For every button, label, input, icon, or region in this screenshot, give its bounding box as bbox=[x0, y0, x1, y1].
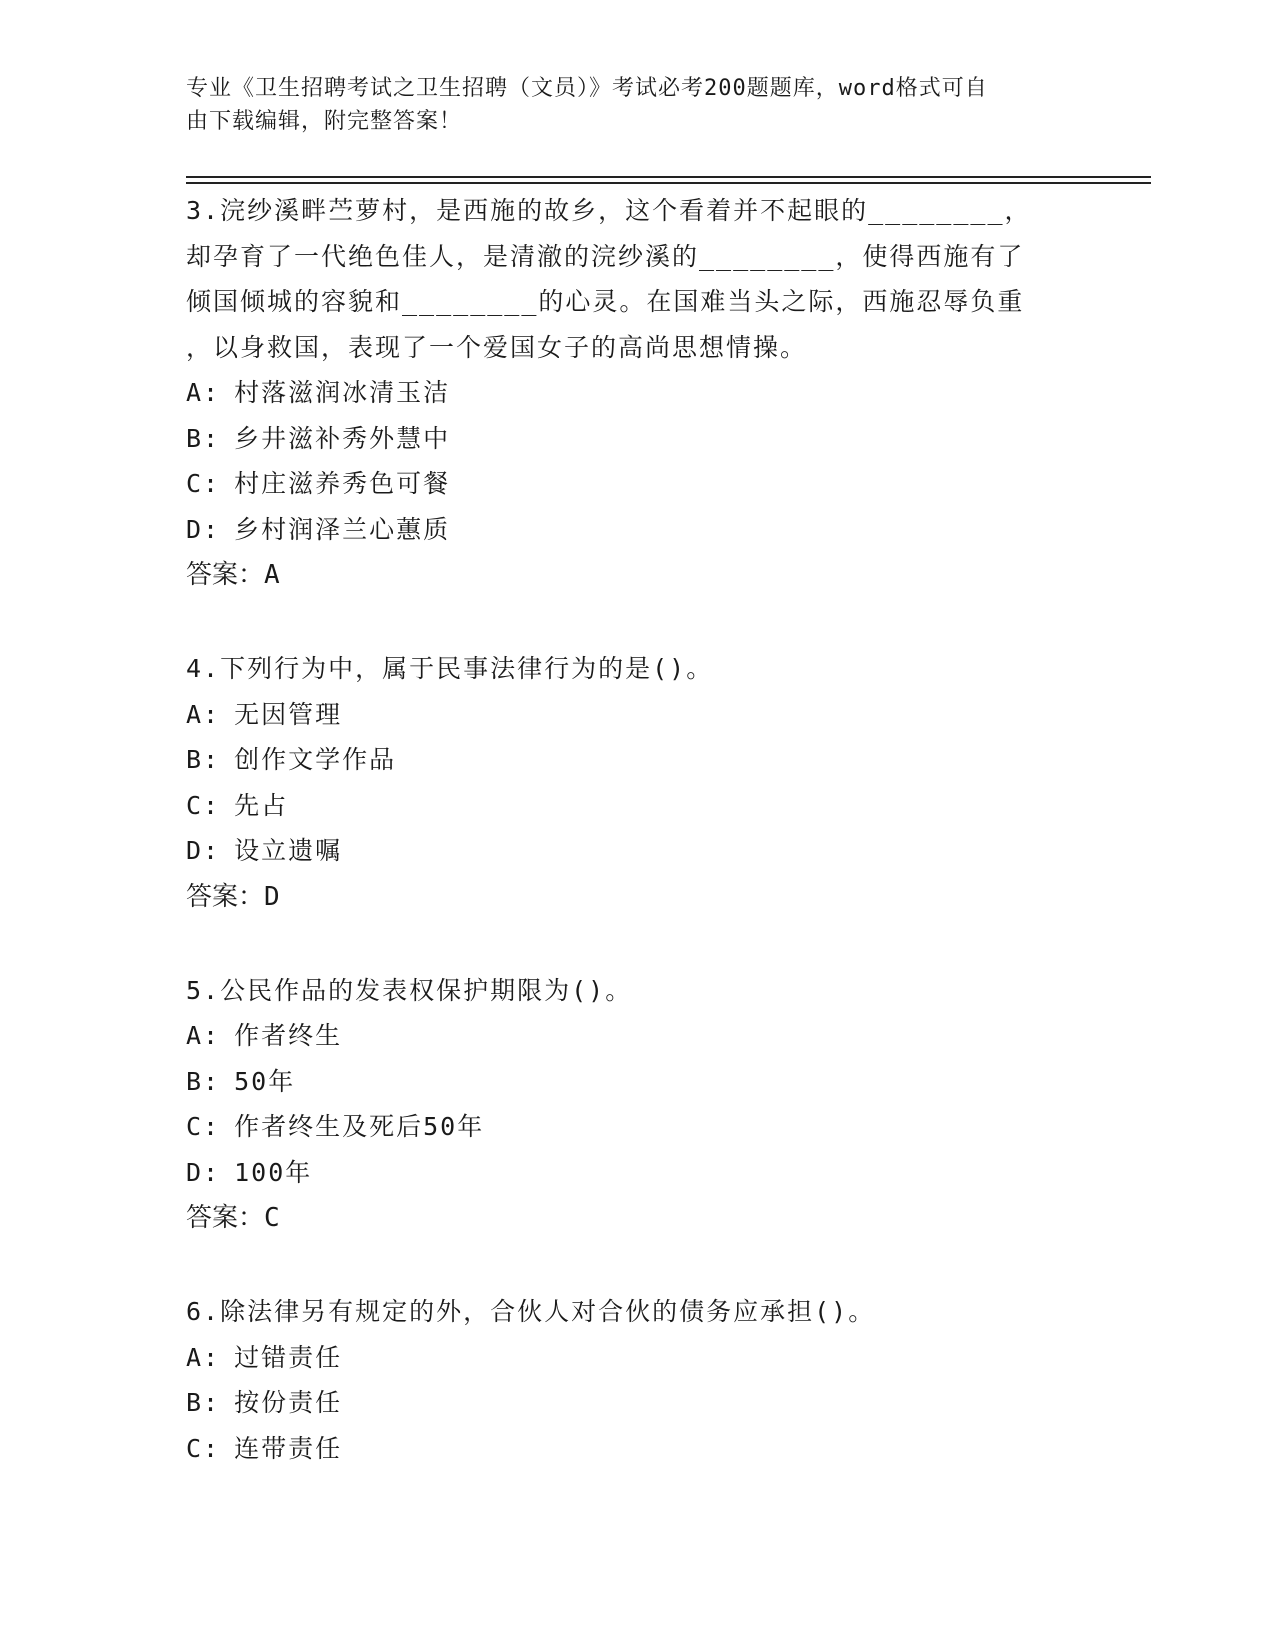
option-c bbox=[186, 783, 1086, 829]
header-line-2: 由下载编辑，附完整答案！ bbox=[186, 109, 463, 134]
option-letter: C: bbox=[186, 1433, 221, 1463]
option-letter: D: bbox=[186, 1157, 221, 1187]
option-letter: A: bbox=[186, 1342, 221, 1372]
option-text: 先占 bbox=[234, 790, 289, 820]
option-text: 按份责任 bbox=[234, 1388, 343, 1417]
option-text: 作者终生 bbox=[234, 1021, 343, 1050]
stem-line: 4.下列行为中，属于民事法律行为的是()。 bbox=[186, 654, 714, 683]
question-item bbox=[186, 1289, 1086, 1471]
option-c bbox=[186, 1104, 1086, 1150]
option-letter: C: bbox=[186, 1112, 221, 1141]
option-letter: D: bbox=[186, 514, 221, 544]
answer-value: C bbox=[264, 1203, 280, 1233]
option-b bbox=[186, 1059, 1086, 1105]
question-item bbox=[186, 188, 1086, 598]
option-text: 100年 bbox=[234, 1157, 313, 1187]
question-item bbox=[186, 968, 1086, 1242]
answer-label: 答案： bbox=[186, 881, 265, 912]
option-c bbox=[186, 1426, 1086, 1472]
question-item bbox=[186, 646, 1086, 920]
option-text: 过错责任 bbox=[234, 1342, 343, 1372]
option-text: 作者终生及死后50年 bbox=[234, 1112, 485, 1141]
option-a bbox=[186, 1013, 1086, 1059]
answer-line bbox=[186, 1195, 1086, 1241]
option-letter: C: bbox=[186, 469, 221, 498]
option-d bbox=[186, 507, 1086, 553]
option-a bbox=[186, 1335, 1086, 1381]
option-text: 连带责任 bbox=[234, 1433, 343, 1463]
option-d bbox=[186, 1150, 1086, 1196]
option-letter: B: bbox=[186, 423, 221, 453]
header-divider-top bbox=[186, 176, 1151, 178]
stem-line: 3.浣纱溪畔苎萝村，是西施的故乡，这个看着并不起眼的________， bbox=[186, 196, 1032, 225]
answer-value: D bbox=[264, 881, 280, 912]
option-letter: B: bbox=[186, 1066, 221, 1096]
answer-label: 答案： bbox=[186, 1203, 265, 1233]
question-list bbox=[186, 188, 1086, 1519]
question-stem bbox=[186, 968, 1086, 1014]
option-b bbox=[186, 737, 1086, 783]
option-letter: C: bbox=[186, 790, 221, 820]
option-c bbox=[186, 461, 1086, 507]
stem-line: 倾国倾城的容貌和________的心灵。在国难当头之际，西施忍辱负重 bbox=[186, 287, 1025, 316]
option-text: 无因管理 bbox=[234, 699, 343, 729]
option-text: 村庄滋养秀色可餐 bbox=[234, 469, 451, 498]
option-letter: A: bbox=[186, 699, 221, 729]
question-stem bbox=[186, 188, 1086, 370]
question-stem bbox=[186, 646, 1086, 692]
option-text: 村落滋润冰清玉洁 bbox=[234, 378, 451, 407]
option-letter: A: bbox=[186, 1021, 221, 1050]
option-b bbox=[186, 416, 1086, 462]
answer-line bbox=[186, 874, 1086, 920]
header-divider-bottom bbox=[186, 182, 1151, 184]
stem-line: 却孕育了一代绝色佳人，是清澈的浣纱溪的________，使得西施有了 bbox=[186, 241, 1025, 271]
answer-value: A bbox=[264, 560, 280, 590]
option-b bbox=[186, 1380, 1086, 1426]
option-text: 乡井滋补秀外慧中 bbox=[234, 423, 451, 453]
option-letter: B: bbox=[186, 745, 221, 774]
question-stem bbox=[186, 1289, 1086, 1335]
option-letter: A: bbox=[186, 378, 221, 407]
option-d bbox=[186, 828, 1086, 874]
answer-line bbox=[186, 552, 1086, 598]
option-text: 设立遗嘱 bbox=[234, 836, 343, 865]
stem-line: ，以身救国，表现了一个爱国女子的高尚思想情操。 bbox=[186, 332, 808, 362]
option-text: 50年 bbox=[234, 1066, 296, 1096]
option-a bbox=[186, 692, 1086, 738]
option-text: 创作文学作品 bbox=[234, 745, 397, 774]
stem-line: 5.公民作品的发表权保护期限为()。 bbox=[186, 975, 633, 1005]
option-text: 乡村润泽兰心蕙质 bbox=[234, 514, 451, 544]
option-letter: D: bbox=[186, 836, 221, 865]
document-header bbox=[186, 72, 1086, 138]
stem-line: 6.除法律另有规定的外，合伙人对合伙的债务应承担()。 bbox=[186, 1297, 876, 1326]
answer-label: 答案： bbox=[186, 560, 265, 590]
header-line-1: 专业《卫生招聘考试之卫生招聘（文员）》考试必考200题题库，word格式可自 bbox=[186, 76, 988, 101]
option-letter: B: bbox=[186, 1388, 221, 1417]
option-a bbox=[186, 370, 1086, 416]
